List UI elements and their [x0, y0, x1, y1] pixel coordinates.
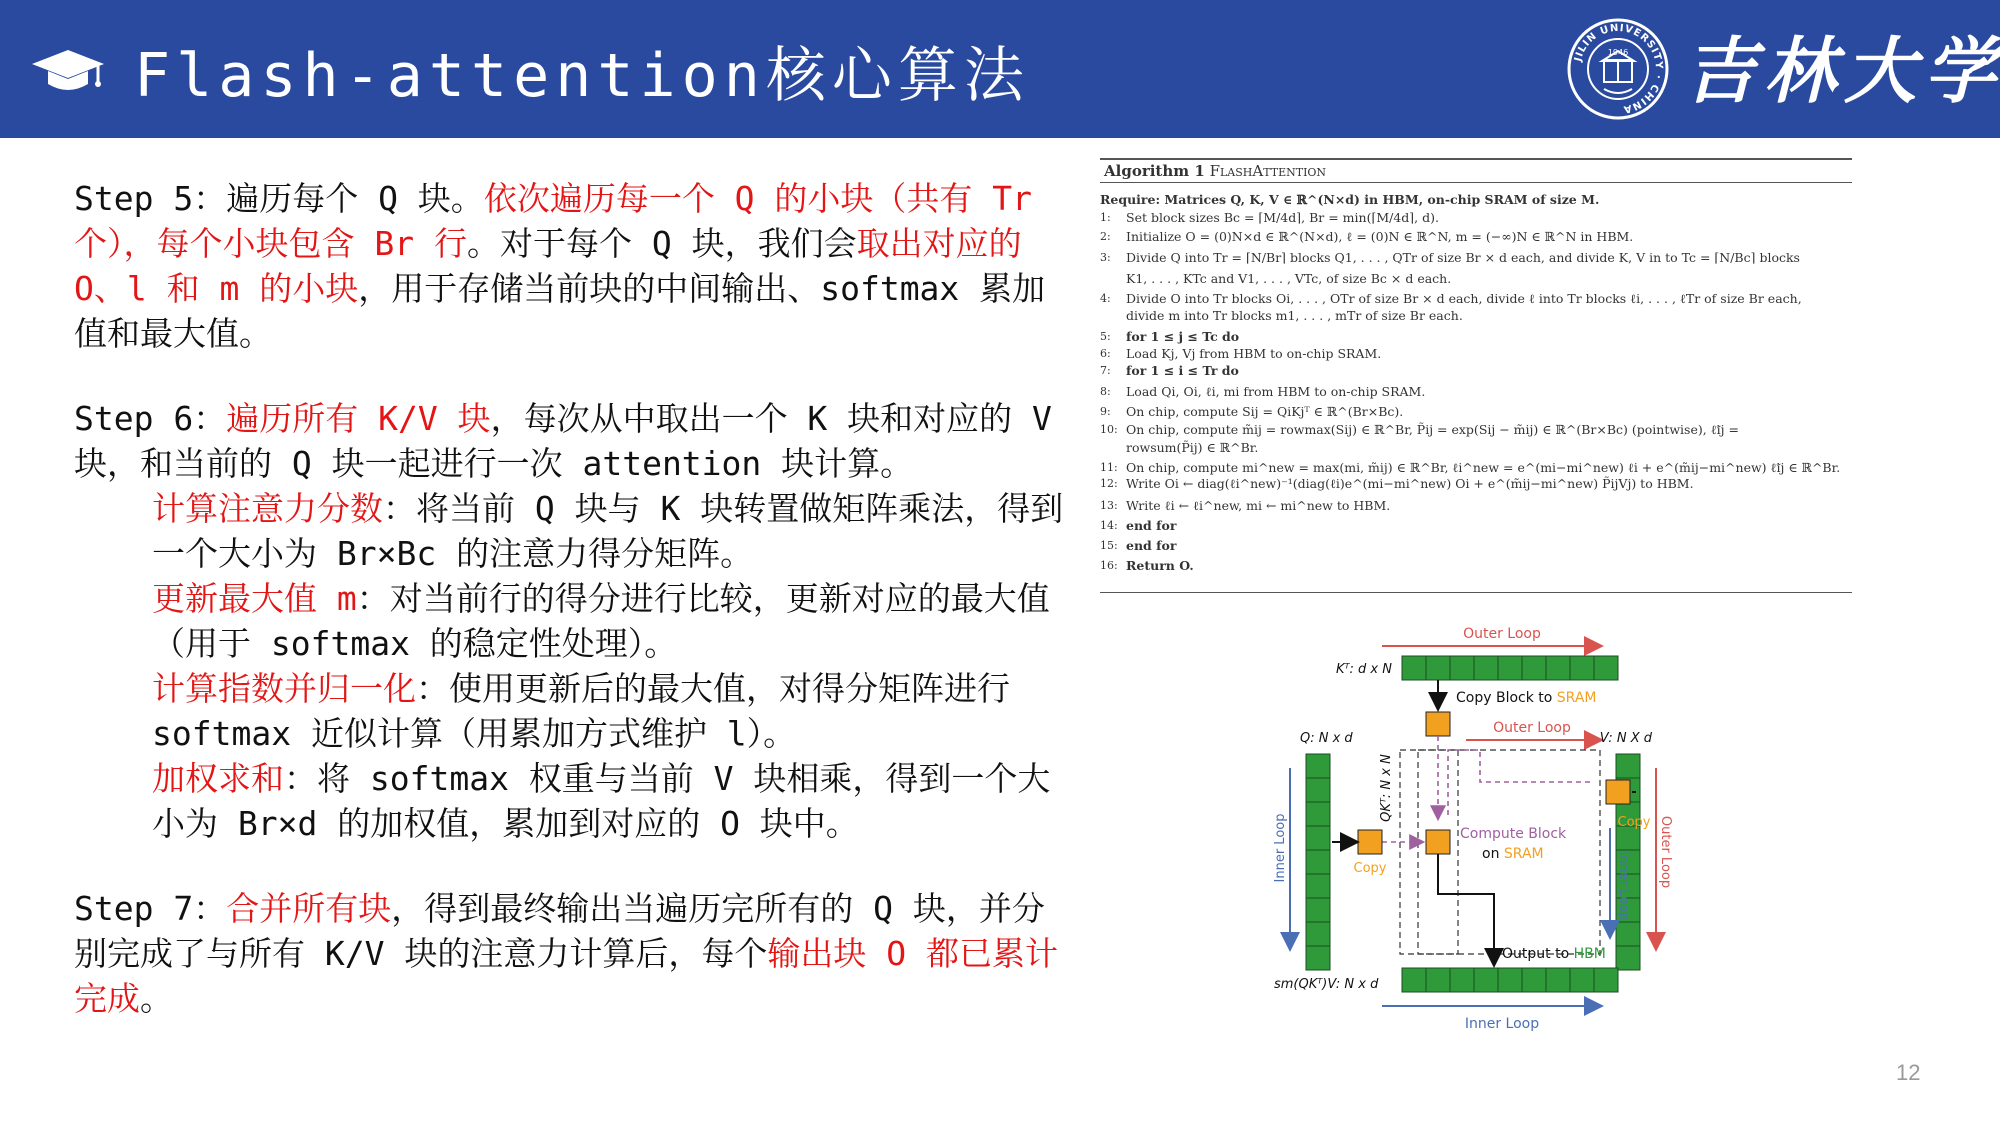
sub-item-attention-score: 计算注意力分数：将当前 Q 块与 K 块转置做矩阵乘法，得到一个大小为 Br×Bc 的注意力得分矩阵。 — [152, 489, 1064, 573]
v-block — [1616, 922, 1640, 946]
compute-block — [1426, 830, 1450, 854]
step7-highlight-2: 输出块 O 都已累计完成 — [74, 934, 1058, 1018]
step7-text-1: ，得到最终输出当遍历完所有的 Q 块，并分别完成了与所有 K/V 块的注意力计算后，每个 — [74, 889, 1045, 973]
output-block — [1522, 968, 1546, 992]
sm-label: sm(QKᵀ)V: N x d — [1274, 977, 1379, 992]
step5-label: Step 5：遍历每个 Q 块。 — [74, 179, 484, 218]
inner-loop-mid-label: Inner Loop — [1616, 851, 1631, 921]
algorithm-line-text: Return O. — [1126, 558, 1194, 573]
main-content — [74, 176, 1064, 1021]
copy-right-label: Copy — [1617, 815, 1651, 830]
step6-text: ，每次从中取出一个 K 块和对应的 V 块，和当前的 Q 块一起进行一次 attention 块计算。 — [74, 399, 1052, 483]
sub-item-weighted-sum: 加权求和：将 softmax 权重与当前 V 块相乘，得到一个大小为 Br×d 的加权值，累加到对应的 O 块中。 — [152, 759, 1051, 843]
algorithm-line-number: 10: — [1100, 423, 1118, 436]
output-block — [1474, 968, 1498, 992]
algorithm-line-text: Write ℓi ← ℓi^new, mi ← mi^new to HBM. — [1126, 498, 1391, 513]
algorithm-line-number: 1: — [1100, 211, 1111, 224]
output-to-label: Output to HBM — [1502, 946, 1606, 962]
algorithm-line-number: 5: — [1100, 330, 1111, 343]
algorithm-box — [1100, 158, 1852, 594]
algorithm-line-text: On chip, compute Sij = QiKjᵀ ∈ ℝ^(Br×Bc). — [1126, 404, 1404, 419]
algorithm-line-number: 8: — [1100, 385, 1111, 398]
university-name-logo: 吉林大学 — [1684, 28, 2004, 113]
q-block — [1306, 778, 1330, 802]
q-blocks-column — [1306, 754, 1330, 970]
v-block — [1616, 754, 1640, 778]
q-block — [1306, 850, 1330, 874]
q-copy-block — [1358, 830, 1382, 854]
output-block — [1426, 968, 1450, 992]
step5-highlight-2: 取出对应的 O、l 和 m 的小块 — [74, 224, 1022, 308]
algorithm-line-text: end for — [1126, 518, 1177, 533]
step6-label: Step 6： — [74, 399, 227, 438]
kt-block — [1498, 656, 1522, 680]
step5-text-2: ，用于存储当前块的中间输出、softmax 累加值和最大值。 — [74, 269, 1046, 353]
graduation-cap-icon — [30, 48, 106, 94]
algorithm-line-text: Set block sizes Bc = ⌈M/4d⌉, Br = min(⌈M/4d⌉, d). — [1126, 210, 1439, 225]
v-block — [1616, 946, 1640, 970]
kt-block — [1450, 656, 1474, 680]
algorithm-line-number: 12: — [1100, 477, 1118, 490]
step5-paragraph — [74, 176, 1064, 356]
sub-item-exp-normalize: 计算指数并归一化：使用更新后的最大值，对得分矩阵进行 softmax 近似计算（用累加方式维护 l）。 — [152, 669, 1010, 753]
on-sram-label: on SRAM — [1482, 846, 1544, 862]
algorithm-line-number: 2: — [1100, 230, 1111, 243]
kt-block — [1402, 656, 1426, 680]
algorithm-line-number: 13: — [1100, 499, 1118, 512]
kt-label: Kᵀ: d x N — [1336, 662, 1392, 677]
output-block — [1498, 968, 1522, 992]
algorithm-line-text: rowsum(P̃ij) ∈ ℝ^Br. — [1126, 440, 1259, 455]
algorithm-line-number: 6: — [1100, 347, 1111, 360]
page-number: 12 — [1896, 1060, 1921, 1085]
kt-block — [1474, 656, 1498, 680]
q-block — [1306, 898, 1330, 922]
kt-block — [1546, 656, 1570, 680]
q-block — [1306, 826, 1330, 850]
algorithm-line-text: On chip, compute m̃ij = rowmax(Sij) ∈ ℝ^Br, P̃ij = exp(Sij − m̃ij) ∈ ℝ^(Br×Bc) (pointwise), ℓ̃ij = — [1126, 422, 1740, 437]
algorithm-line-text: Divide Q into Tr = ⌈N/Br⌉ blocks Q1, . . . , QTr of size Br × d each, and divide K, V in to Tc = ⌈N/Bc⌉ blocks — [1126, 250, 1800, 265]
kt-block — [1426, 656, 1450, 680]
step7-label: Step 7： — [74, 889, 227, 928]
algorithm-line-text: end for — [1126, 538, 1177, 553]
algorithm-line-number: 7: — [1100, 364, 1111, 377]
algorithm-title: Algorithm 1 FlashAttention — [1104, 162, 1327, 180]
algorithm-line-number: 16: — [1100, 559, 1118, 572]
algorithm-line-text: divide m into Tr blocks m1, . . . , mTr of size Br each. — [1126, 308, 1463, 323]
v-copy-block — [1606, 780, 1630, 804]
step6-highlight: 遍历所有 K/V 块 — [226, 399, 491, 438]
page-title: Flash-attention核心算法 — [134, 41, 1030, 111]
q-block — [1306, 946, 1330, 970]
algorithm-line-text: On chip, compute mi^new = max(mi, m̃ij) ∈ ℝ^Br, ℓi^new = e^(mi−mi^new) ℓi + e^(m̃ij−mi^new) ℓ̃ij ∈ ℝ^Br. — [1126, 460, 1841, 475]
output-block — [1570, 968, 1594, 992]
outer-loop-mid-label: Outer Loop — [1493, 720, 1571, 736]
algorithm-line-number: 11: — [1100, 461, 1118, 474]
step5-text-1: 。对于每个 Q 块，我们会 — [466, 224, 857, 263]
kt-copy-block — [1426, 712, 1450, 736]
kt-block — [1594, 656, 1618, 680]
step6-paragraph — [74, 396, 1064, 486]
step7-text-2: 。 — [140, 979, 173, 1018]
algorithm-line-number: 14: — [1100, 519, 1118, 532]
algorithm-line-text: for 1 ≤ j ≤ Tc do — [1126, 329, 1240, 344]
q-block — [1306, 754, 1330, 778]
outer-loop-top-label: Outer Loop — [1463, 626, 1541, 642]
output-block — [1402, 968, 1426, 992]
header-bar — [0, 0, 2004, 138]
university-seal-logo — [1566, 17, 1670, 121]
algorithm-line-text: Initialize O = (0)N×d ∈ ℝ^(N×d), ℓ = (0)N ∈ ℝ^N, m = (−∞)N ∈ ℝ^N in HBM. — [1126, 229, 1634, 244]
algorithm-line-text: Write Oi ← diag(ℓi^new)⁻¹(diag(ℓi)e^(mi−mi^new) Oi + e^(m̃ij−mi^new) P̃ijVj) to HBM. — [1126, 476, 1694, 491]
flash-attention-diagram — [1270, 618, 1673, 1058]
step7-highlight-1: 合并所有块 — [226, 889, 392, 928]
q-block — [1306, 874, 1330, 898]
algorithm-line-text: K1, . . . , KTc and V1, . . . , VTc, of size Bc × d each. — [1126, 271, 1452, 286]
svg-text:JILIN UNIVERSITY · CHINA: JILIN UNIVERSITY · CHINA — [1572, 22, 1665, 115]
algorithm-line-number: 3: — [1100, 251, 1111, 264]
svg-text:1946: 1946 — [1607, 48, 1629, 57]
inner-loop-bottom-label: Inner Loop — [1464, 1016, 1540, 1032]
compute-block-label: Compute Block — [1460, 826, 1567, 842]
q-block — [1306, 802, 1330, 826]
copy-block-label: Copy Block to SRAM — [1456, 690, 1597, 706]
kt-blocks-row — [1402, 656, 1618, 680]
kt-block — [1570, 656, 1594, 680]
algorithm-line-number: 4: — [1100, 292, 1111, 305]
algorithm-line-number: 9: — [1100, 405, 1111, 418]
copy-left-label: Copy — [1353, 861, 1387, 876]
step7-paragraph — [74, 886, 1064, 1021]
algorithm-line-text: Require: Matrices Q, K, V ∈ ℝ^(N×d) in HBM, on-chip SRAM of size M. — [1100, 192, 1600, 207]
sub-item-update-max: 更新最大值 m：对当前行的得分进行比较，更新对应的最大值（用于 softmax 的稳定性处理）。 — [152, 579, 1050, 663]
v-label: V: N X d — [1599, 731, 1652, 746]
algorithm-line-text: Load Kj, Vj from HBM to on-chip SRAM. — [1126, 346, 1382, 361]
step5-highlight-1: 依次遍历每一个 Q 的小块（共有 Tr 个），每个小块包含 Br 行 — [74, 179, 1033, 263]
algorithm-line-text: for 1 ≤ i ≤ Tr do — [1126, 363, 1239, 378]
output-block — [1450, 968, 1474, 992]
algorithm-line-number: 15: — [1100, 539, 1118, 552]
outer-loop-right-label: Outer Loop — [1658, 815, 1673, 889]
q-block — [1306, 922, 1330, 946]
algorithm-line-text: Divide O into Tr blocks Oi, . . . , OTr of size Br × d each, divide ℓ into Tr blocks ℓi, . . . , ℓTr of size Br each, — [1126, 291, 1802, 306]
output-block — [1594, 968, 1618, 992]
q-label: Q: N x d — [1300, 731, 1353, 746]
qkt-label: QKᵀ: N x N — [1379, 754, 1394, 822]
output-block — [1546, 968, 1570, 992]
inner-loop-left-label: Inner Loop — [1273, 813, 1288, 883]
output-blocks-row — [1402, 968, 1618, 992]
algorithm-line-text: Load Qi, Oi, ℓi, mi from HBM to on-chip SRAM. — [1126, 384, 1426, 399]
kt-block — [1522, 656, 1546, 680]
